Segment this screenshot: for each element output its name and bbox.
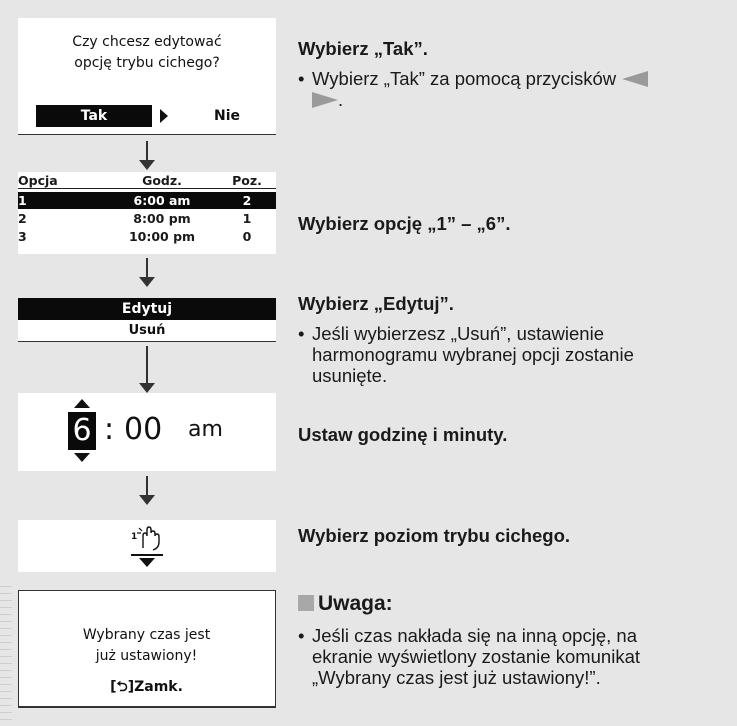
step1-bullet-text — [312, 68, 648, 110]
step5-heading: Wybierz poziom trybu cichego. — [298, 525, 571, 546]
note-heading-text: Uwaga: — [318, 592, 393, 615]
right-button-icon — [312, 92, 338, 108]
header-time: Godz. — [142, 173, 182, 188]
message-line-1: Wybrany czas jest — [82, 627, 211, 643]
table-row[interactable] — [18, 228, 276, 245]
step3-bullet — [298, 323, 728, 389]
bullet-dot: • — [298, 323, 305, 344]
step1-bullet — [298, 68, 728, 112]
time-separator: : — [104, 412, 115, 447]
edit-menu-screen — [18, 298, 276, 342]
quiet-hand-icon — [133, 524, 163, 552]
message-line-2: już ustawiony! — [95, 648, 198, 664]
note-heading — [298, 592, 393, 616]
note-bullet-text — [312, 625, 640, 688]
row-level: 2 — [242, 193, 252, 208]
question-line-1: Czy chcesz edytować — [72, 34, 222, 50]
row-level: 0 — [242, 229, 252, 244]
row-time: 6:00 am — [133, 193, 191, 208]
right-triangle-icon — [160, 109, 168, 123]
left-button-icon — [622, 71, 648, 87]
close-button[interactable]: [⮌]Zamk. — [110, 679, 183, 695]
time-set-screen — [18, 393, 276, 471]
note-line1: Jeśli czas nakłada się na inną opcję, na — [312, 625, 637, 646]
bullet-dot: • — [298, 68, 305, 89]
increase-hour-icon[interactable] — [74, 399, 90, 408]
row-level: 1 — [242, 211, 252, 226]
conflict-message — [19, 625, 274, 667]
row-option: 1 — [18, 193, 27, 208]
minutes-field[interactable]: 00 — [124, 412, 163, 447]
note-square-icon — [298, 595, 314, 611]
delete-option[interactable]: Usuń — [18, 320, 276, 342]
time-conflict-message-screen — [18, 590, 276, 708]
bullet-dot: • — [298, 625, 305, 646]
down-arrow-icon — [146, 258, 148, 278]
table-row[interactable] — [18, 192, 276, 209]
confirm-question — [18, 32, 276, 74]
down-arrow-icon — [146, 476, 148, 496]
level-value: 1 — [131, 532, 138, 542]
edge-stripes — [0, 580, 12, 726]
down-arrow-icon — [146, 346, 148, 384]
row-time: 10:00 pm — [128, 229, 196, 244]
step3-bullet-text — [312, 323, 634, 386]
no-option[interactable]: Nie — [214, 108, 241, 124]
step3-bullet-line1: Jeśli wybierzesz „Usuń”, ustawienie — [312, 323, 604, 344]
confirm-edit-screen — [18, 18, 276, 135]
row-time: 8:00 pm — [133, 211, 191, 226]
step1-heading: Wybierz „Tak”. — [298, 38, 428, 59]
quiet-level-screen — [18, 520, 276, 572]
note-line3: „Wybrany czas jest już ustawiony!”. — [312, 667, 601, 688]
level-underline — [131, 554, 163, 556]
step2-heading: Wybierz opcję „1” – „6”. — [298, 213, 511, 234]
decrease-hour-icon[interactable] — [74, 453, 90, 462]
down-arrow-icon — [146, 141, 148, 161]
header-option: Opcja — [18, 173, 58, 188]
decrease-level-icon[interactable] — [139, 558, 155, 567]
option-table-screen — [18, 172, 276, 254]
yes-option[interactable]: Tak — [36, 105, 152, 127]
step1-bullet-line1: Wybierz „Tak” za pomocą przycisków — [312, 68, 617, 89]
step3-bullet-line3: usunięte. — [312, 365, 388, 386]
header-level: Poz. — [232, 173, 262, 188]
step4-heading: Ustaw godzinę i minuty. — [298, 424, 508, 445]
step1-bullet-line2: . — [338, 89, 344, 110]
note-line2: ekranie wyświetlony zostanie komunikat — [312, 646, 641, 667]
note-bullet — [298, 625, 728, 691]
row-option: 3 — [18, 229, 27, 244]
ampm-indicator: am — [188, 417, 223, 442]
question-line-2: opcję trybu cichego? — [74, 55, 220, 71]
table-header — [18, 172, 276, 189]
row-option: 2 — [18, 211, 27, 226]
hour-field[interactable]: 6 — [68, 412, 96, 450]
step3-bullet-line2: harmonogramu wybranej opcji zostanie — [312, 344, 634, 365]
step3-heading: Wybierz „Edytuj”. — [298, 293, 454, 314]
table-row[interactable] — [18, 210, 276, 227]
edit-option[interactable]: Edytuj — [18, 298, 276, 320]
